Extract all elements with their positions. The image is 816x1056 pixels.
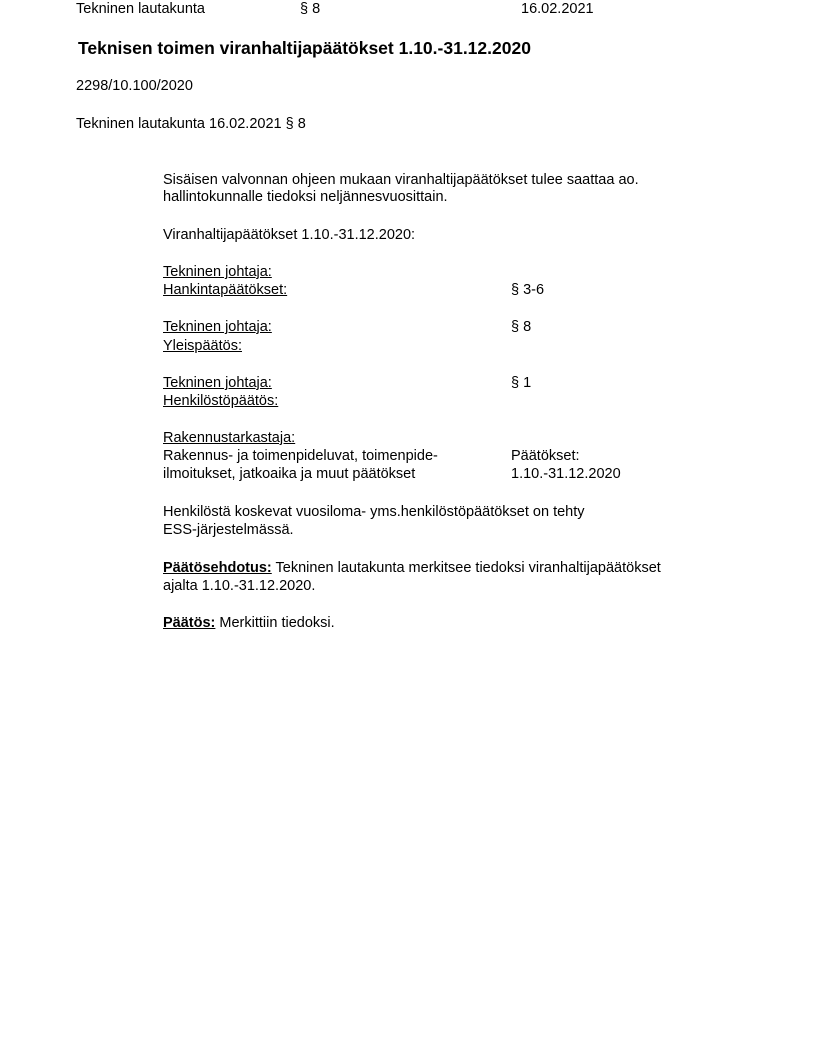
- record-id: 2298/10.100/2020: [76, 78, 193, 94]
- group-2-line-2: [163, 337, 723, 355]
- group-1-type: Hankintapäätökset:: [163, 282, 288, 298]
- group-3-line-2: [163, 392, 723, 410]
- group-2-type: Yleispäätös:: [163, 338, 242, 354]
- header-section: § 8: [300, 1, 321, 17]
- inspector-line-1: [163, 447, 723, 465]
- page-title: Teknisen toimen viranhaltijapäätökset 1.10.-31.12.2020: [78, 38, 531, 58]
- proposal-text-1: Tekninen lautakunta merkitsee tiedoksi viranhaltijapäätökset: [271, 560, 661, 576]
- meeting-reference: Tekninen lautakunta 16.02.2021 § 8: [76, 116, 306, 132]
- inspector-heading: Rakennustarkastaja:: [163, 430, 296, 446]
- group-3-line-1: [163, 374, 723, 392]
- decision-text: Merkittiin tiedoksi.: [215, 615, 335, 631]
- decision-label: Päätös:: [163, 615, 216, 631]
- decision-line: [163, 614, 335, 632]
- inspector-decisions-label: Päätökset:: [511, 448, 580, 464]
- header-date: 16.02.2021: [521, 1, 594, 17]
- inspector-desc-1: Rakennus- ja toimenpideluvat, toimenpide-: [163, 448, 438, 464]
- inspector-desc-2: ilmoitukset, jatkoaika ja muut päätökset: [163, 466, 416, 482]
- inspector-period: 1.10.-31.12.2020: [511, 466, 621, 482]
- group-1-ref: § 3-6: [511, 282, 545, 298]
- proposal-line-1: [163, 559, 661, 577]
- hr-line-2: ESS-järjestelmässä.: [163, 522, 294, 538]
- group-2-ref: § 8: [511, 319, 532, 335]
- proposal-label: Päätösehdotus:: [163, 560, 272, 576]
- intro-line-1: Sisäisen valvonnan ohjeen mukaan viranhaltijapäätökset tulee saattaa ao.: [163, 172, 639, 188]
- hr-line-1: Henkilöstä koskevat vuosiloma- yms.henkilöstöpäätökset on tehty: [163, 504, 585, 520]
- group-1-line-1: [163, 263, 723, 281]
- group-3-ref: § 1: [511, 375, 532, 391]
- decisions-heading: Viranhaltijapäätökset 1.10.-31.12.2020:: [163, 227, 416, 243]
- intro-line-2: hallintokunnalle tiedoksi neljännesvuosittain.: [163, 189, 448, 205]
- inspector-line-2: [163, 465, 723, 483]
- proposal-line-2: ajalta 1.10.-31.12.2020.: [163, 578, 316, 594]
- header-board: Tekninen lautakunta: [76, 1, 205, 17]
- group-1-line-2: [163, 281, 723, 299]
- group-1-role: Tekninen johtaja:: [163, 264, 272, 280]
- group-2-line-1: [163, 318, 723, 336]
- group-3-type: Henkilöstöpäätös:: [163, 393, 279, 409]
- group-2-role: Tekninen johtaja:: [163, 319, 272, 335]
- group-3-role: Tekninen johtaja:: [163, 375, 272, 391]
